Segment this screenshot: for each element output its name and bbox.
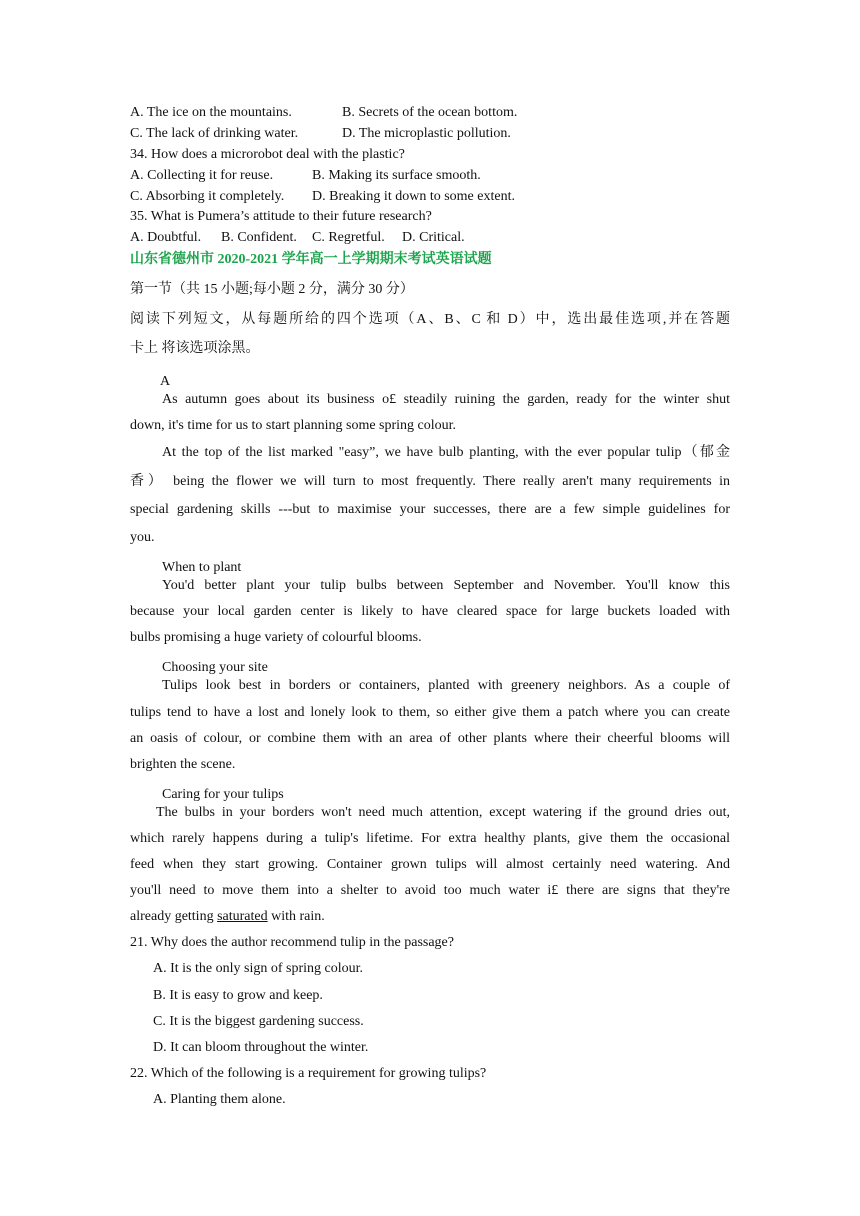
- site-line-4: brighten the scene.: [130, 757, 236, 772]
- q35-option-b: B. Confident.: [221, 230, 297, 245]
- q34-option-a: A. Collecting it for reuse.: [130, 168, 274, 183]
- passage-p2-line-4: you.: [130, 530, 155, 545]
- q21-option-d: D. It can bloom throughout the winter.: [153, 1040, 369, 1055]
- when-line-2: because your local garden center is likely to have cleared space for large buckets loaded with: [130, 604, 730, 619]
- q35-options: [130, 228, 730, 248]
- passage-p2-line-2: 香） being the flower we will turn to most frequently. There really aren't many requirements in: [130, 474, 730, 489]
- passage-intro-line-1: As autumn goes about its business o£ steadily ruining the garden, ready for the winter shut: [162, 392, 730, 407]
- q33-option-a: A. The ice on the mountains.: [130, 105, 292, 120]
- q35-option-c: C. Regretful.: [312, 230, 385, 245]
- care-line-1: The bulbs in your borders won't need much attention, except watering if the ground dries out,: [156, 805, 730, 820]
- q21-option-c: C. It is the biggest gardening success.: [153, 1014, 364, 1029]
- q21-option-a: A. It is the only sign of spring colour.: [153, 961, 363, 976]
- care-line-5: [130, 907, 730, 927]
- q34-option-b: B. Making its surface smooth.: [312, 168, 481, 183]
- site-line-1: Tulips look best in borders or containers, planted with greenery neighbors. As a couple of: [162, 678, 730, 693]
- instructions-line-2: 卡上 将该选项涂黑。: [130, 341, 260, 356]
- q35-option-a: A. Doubtful.: [130, 230, 202, 245]
- q21-option-b: B. It is easy to grow and keep.: [153, 988, 323, 1003]
- site-line-3: an oasis of colour, or combine them with an area of other plants where their cheerful blooms will: [130, 731, 730, 746]
- care-line-5-pre: already getting: [130, 909, 218, 924]
- passage-label: A: [160, 374, 171, 389]
- subheading-choosing-site: Choosing your site: [162, 660, 268, 675]
- q22-question: 22. Which of the following is a requirement for growing tulips?: [130, 1066, 487, 1081]
- care-line-3: feed when they start growing. Container grown tulips will almost certainly need watering. And: [130, 857, 730, 872]
- q33-options-row1: [130, 103, 730, 123]
- passage-intro-line-2: down, it's time for us to start planning some spring colour.: [130, 418, 457, 433]
- passage-p2-line-3: special gardening skills ---but to maximise your successes, there are a few simple guidelines for: [130, 502, 730, 517]
- exam-title: 山东省德州市 2020-2021 学年高一上学期期末考试英语试题: [130, 252, 492, 267]
- q33-options-row2: [130, 124, 730, 144]
- q33-option-b: B. Secrets of the ocean bottom.: [342, 105, 518, 120]
- site-line-2: tulips tend to have a lost and lonely look to them, so either give them a patch where you can create: [130, 705, 730, 720]
- q34-option-d: D. Breaking it down to some extent.: [312, 189, 515, 204]
- q34-options-row1: [130, 166, 730, 186]
- q35-question: 35. What is Pumera’s attitude to their future research?: [130, 209, 432, 224]
- care-line-5-post: with rain.: [267, 909, 325, 924]
- q33-option-d: D. The microplastic pollution.: [342, 126, 511, 141]
- instructions-line-1: 阅读下列短文，从每题所给的四个选项（A、B、C 和 D）中，选出最佳选项,并在答题: [130, 312, 730, 327]
- section-heading: 第一节（共 15 小题;每小题 2 分，满分 30 分）: [130, 282, 414, 297]
- passage-p2-line-1: At the top of the list marked "easy”, we have bulb planting, with the ever popular tulip（郁金: [162, 445, 730, 460]
- when-line-3: bulbs promising a huge variety of colourful blooms.: [130, 630, 422, 645]
- q22-option-a: A. Planting them alone.: [153, 1092, 286, 1107]
- q33-option-c: C. The lack of drinking water.: [130, 126, 299, 141]
- q21-question: 21. Why does the author recommend tulip in the passage?: [130, 935, 454, 950]
- subheading-caring: Caring for your tulips: [162, 787, 284, 802]
- care-line-2: which rarely happens during a tulip's lifetime. For extra healthy plants, give them the occasional: [130, 831, 730, 846]
- q34-options-row2: [130, 187, 730, 207]
- q34-question: 34. How does a microrobot deal with the plastic?: [130, 147, 405, 162]
- subheading-when-to-plant: When to plant: [162, 560, 242, 575]
- underlined-word-saturated: saturated: [217, 909, 268, 924]
- when-line-1: You'd better plant your tulip bulbs between September and November. You'll know this: [162, 578, 730, 593]
- care-line-4: you'll need to move them into a shelter to avoid too much water i£ there are signs that they're: [130, 883, 730, 898]
- q34-option-c: C. Absorbing it completely.: [130, 189, 285, 204]
- q35-option-d: D. Critical.: [402, 230, 465, 245]
